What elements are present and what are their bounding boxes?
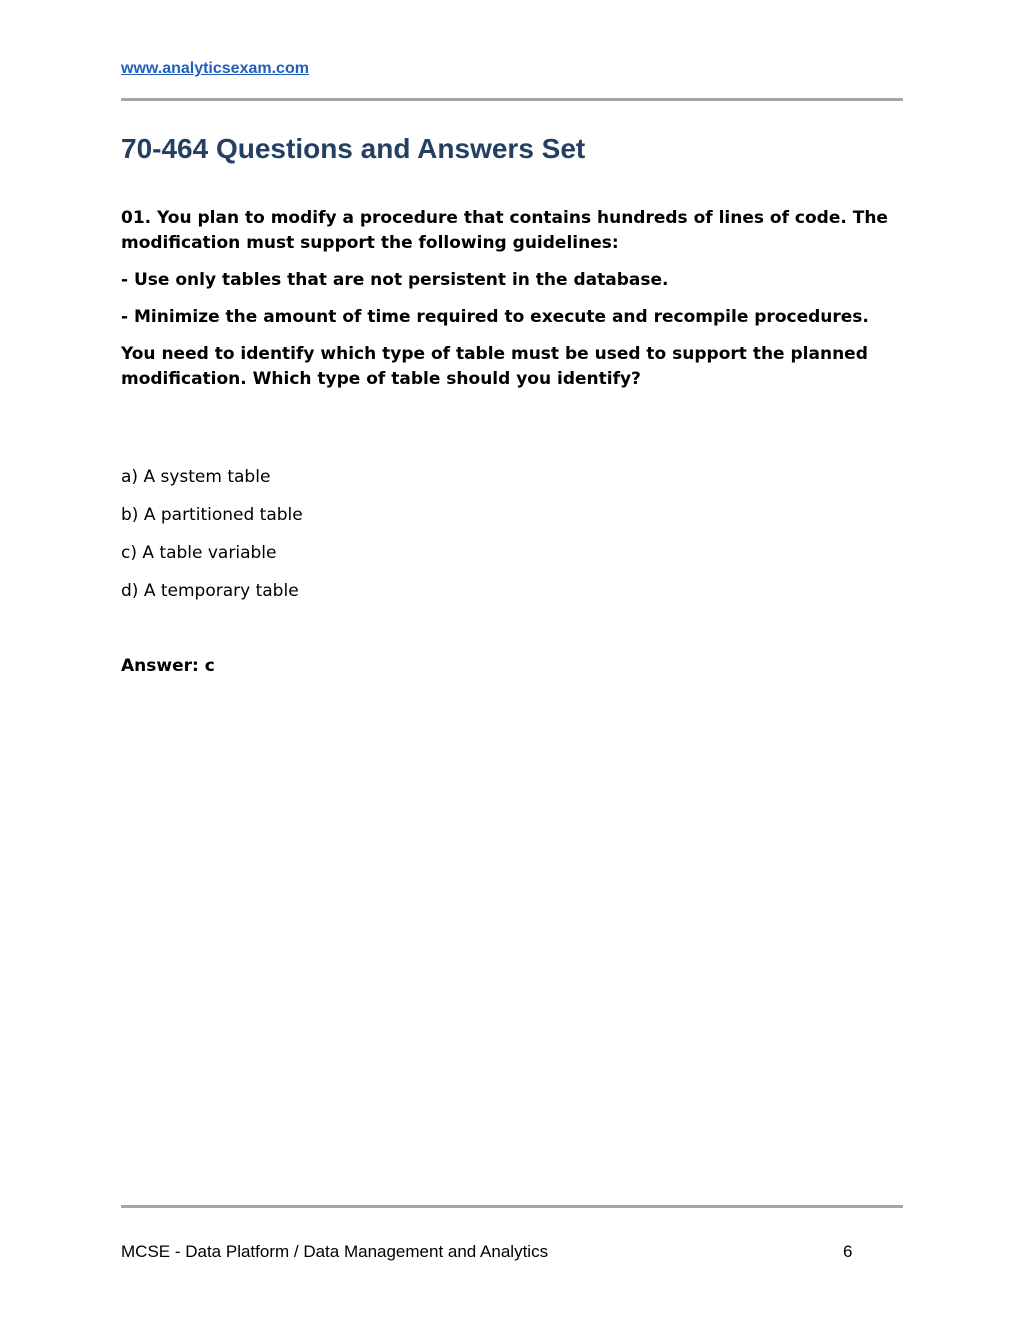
option-d: d) A temporary table bbox=[121, 581, 299, 601]
answer-line: Answer: c bbox=[121, 656, 215, 676]
question-prompt: You need to identify which type of table must be used to support the planned modification. Which type of table should you identify? bbox=[121, 344, 868, 389]
question-stem: 01. You plan to modify a procedure that contains hundreds of lines of code. The modification must support the following guidelines: bbox=[121, 208, 888, 253]
site-link[interactable]: www.analyticsexam.com bbox=[121, 60, 309, 77]
page-number: 6 bbox=[843, 1242, 853, 1261]
guideline-item: - Use only tables that are not persistent in the database. bbox=[121, 270, 669, 290]
footer-text: MCSE - Data Platform / Data Management and Analytics bbox=[121, 1242, 549, 1261]
answer-options bbox=[121, 465, 303, 617]
option-c: c) A table variable bbox=[121, 543, 277, 563]
guideline-item: - Minimize the amount of time required to execute and recompile procedures. bbox=[121, 307, 869, 327]
header-divider bbox=[121, 98, 903, 101]
option-a: a) A system table bbox=[121, 467, 271, 487]
footer-divider bbox=[121, 1205, 903, 1208]
question-block bbox=[121, 206, 911, 404]
page-title: 70-464 Questions and Answers Set bbox=[121, 133, 586, 164]
option-b: b) A partitioned table bbox=[121, 505, 303, 525]
